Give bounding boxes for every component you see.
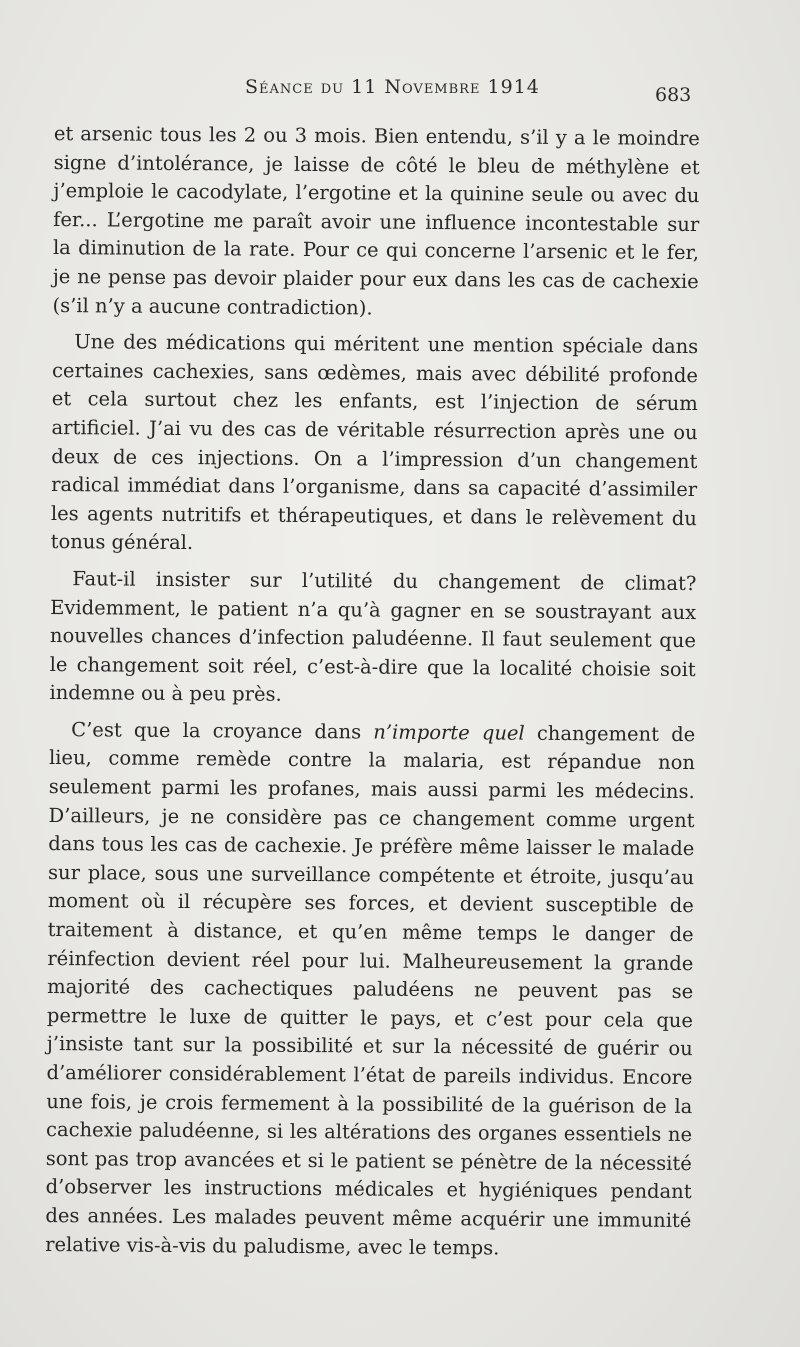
paragraph-4	[45, 716, 695, 1264]
paragraph-2-text: Une des médications qui méritent une mention spéciale dans certaines cachexies, sans œdèmes, mais avec débilité profonde et cela surtout chez les enfants, est l’injection de sérum artificiel. J’ai vu des cas de véritable résurrection après une ou deux de ces injections. On a l’impression d’un changement radical immédiat dans l’organisme, dans sa capacité d’assimiler les agents nutritifs et thérapeutiques, et dans le relèvement du tonus général.	[50, 330, 699, 555]
running-header	[0, 76, 800, 106]
paragraph-1-text: et arsenic tous les 2 ou 3 mois. Bien entendu, s’il y a le moindre signe d’intolérance, je laisse de côté le bleu de méthylène et j’emploie le cacodylate, l’ergotine et la quinine seule ou avec du fer... L’ergotine me paraît avoir une influence incontestable sur la diminution de la rate. Pour ce qui concerne l’arsenic et le fer, je ne pense pas devoir plaider pour eux dans les cas de cachexie (s’il n’y a aucune contradiction).	[52, 121, 700, 320]
paragraph-4-text-before: C’est que la croyance dans	[71, 718, 374, 744]
paragraph-4-text-after: changement de lieu, comme remède contre la malaria, est répandue non seulement parmi les profanes, mais aussi parmi les médecins. D’ailleurs, je ne considère pas ce changement comme urgent dans tous les cas de cachexie. Je préfère même laisser le malade sur place, sous une surveillance compétente et étroite, jusqu’au moment où il récupère ses forces, et devient susceptible de traitement à distance, et qu’en même temps le danger de réinfection devient réel pour lui. Malheureusement la grande majorité des cachectiques paludéens ne peuvent pas se permettre le luxe de quitter le pays, et c’est pour cela que j’insiste tant sur la possibilité et sur la nécessité de guérir ou d’améliorer considérablement l’état de pareils individus. Encore une fois, je crois fermement à la possibilité de la guérison de la cachexie paludéenne, si les altérations des organes essentiels ne sont pas trop avancées et si le patient se pénètre de la nécessité d’observer les instructions médicales et hygiéniques pendant des années. Les malades peuvent même acquérir une immunité relative vis-à-vis du paludisme, avec le temps.	[45, 721, 696, 1260]
paragraph-2	[51, 328, 699, 562]
paragraph-1	[52, 120, 700, 325]
paragraph-3-text: Faut-il insister sur l’utilité du changement de climat? Evidemment, le patient n’a qu’à gagner en se soustrayant aux nouvelles chances d’infection paludéenne. Il faut seulement que le changement soit réel, c’est-à-dire que la localité choisie soit indemne ou à peu près.	[49, 567, 697, 707]
body-text	[45, 120, 700, 1272]
running-title: Séance du 11 Novembre 1914	[245, 76, 540, 98]
page-number: 683	[655, 84, 692, 106]
paragraph-3	[49, 565, 696, 713]
paragraph-4-italic-phrase: n’importe quel	[373, 720, 525, 745]
